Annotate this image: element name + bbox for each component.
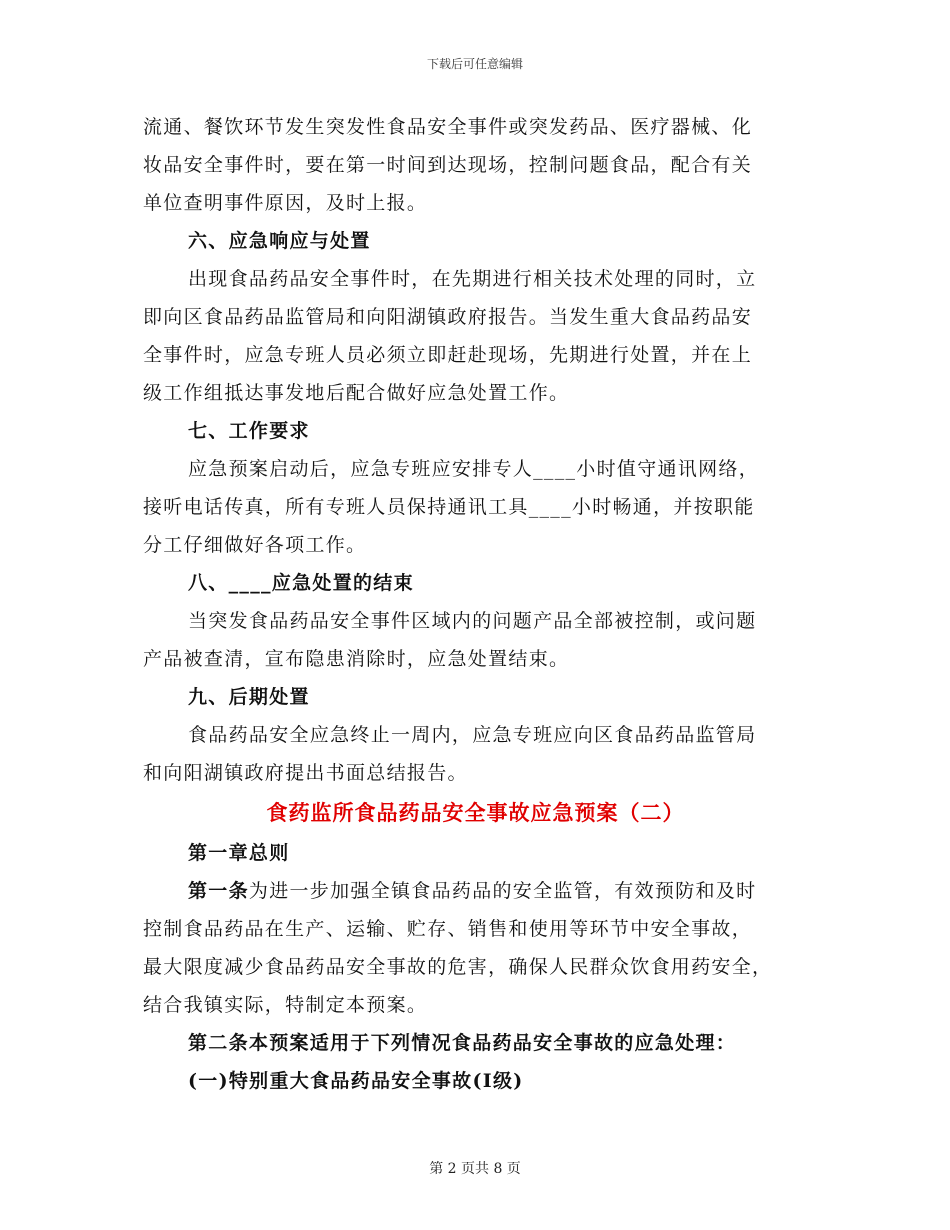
paragraph-line: 食品药品安全应急终止一周内，应急专班应向区食品药品监管局: [188, 724, 757, 746]
paragraph-line: 当突发食品药品安全事件区域内的问题产品全部被控制，或问题: [188, 610, 757, 632]
paragraph-line: 产品被查清，宣布隐患消除时，应急处置结束。: [143, 648, 570, 670]
section-heading-8: 八、____应急处置的结束: [188, 572, 414, 594]
paragraph-line: 即向区食品药品监管局和向阳湖镇政府报告。当发生重大食品药品安: [143, 306, 753, 328]
paragraph-line: 应急预案启动后，应急专班应安排专人____小时值守通讯网络，: [188, 458, 760, 480]
paragraph-line: 接听电话传真，所有专班人员保持通讯工具____小时畅通，并按职能: [143, 496, 755, 518]
article-1-line: [143, 872, 808, 910]
paragraph-line: 全事件时，应急专班人员必须立即赶赴现场，先期进行处置，并在上: [143, 344, 753, 366]
chapter-heading: 第一章总则: [188, 842, 290, 864]
article-label: 第一条: [188, 880, 249, 902]
paragraph-line: 出现食品药品安全事件时，在先期进行相关技术处理的同时，立: [188, 268, 757, 290]
item-heading: (一)特别重大食品药品安全事故(Ⅰ级): [188, 1070, 524, 1092]
document-body: [143, 108, 808, 1100]
page-footer: 第 2 页共 8 页: [429, 1161, 521, 1177]
paragraph-line: 最大限度减少食品药品安全事故的危害，确保人民群众饮食用药安全，: [143, 956, 773, 978]
paragraph-line: 级工作组抵达事发地后配合做好应急处置工作。: [143, 382, 570, 404]
article-2: 第二条本预案适用于下列情况食品药品安全事故的应急处理：: [188, 1032, 737, 1054]
document-title: 食药监所食品药品安全事故应急预案（二）: [266, 800, 685, 825]
paragraph-line: 控制食品药品在生产、运输、贮存、销售和使用等环节中安全事故，: [143, 918, 753, 940]
section-heading-7: 七、工作要求: [188, 420, 310, 442]
article-text: 为进一步加强全镇食品药品的安全监管，有效预防和及时: [248, 880, 757, 902]
paragraph-line: 妆品安全事件时，要在第一时间到达现场，控制问题食品，配合有关: [143, 154, 753, 176]
paragraph-line: 和向阳湖镇政府提出书面总结报告。: [143, 762, 468, 784]
paragraph-line: 单位查明事件原因，及时上报。: [143, 192, 428, 214]
page-header: 下载后可任意编辑: [426, 57, 523, 71]
section-heading-9: 九、后期处置: [188, 686, 310, 708]
paragraph-line: 结合我镇实际，特制定本预案。: [143, 994, 428, 1016]
section-heading-6: 六、应急响应与处置: [188, 230, 371, 252]
paragraph-line: 流通、餐饮环节发生突发性食品安全事件或突发药品、医疗器械、化: [143, 116, 753, 138]
paragraph-line: 分工仔细做好各项工作。: [143, 534, 367, 556]
